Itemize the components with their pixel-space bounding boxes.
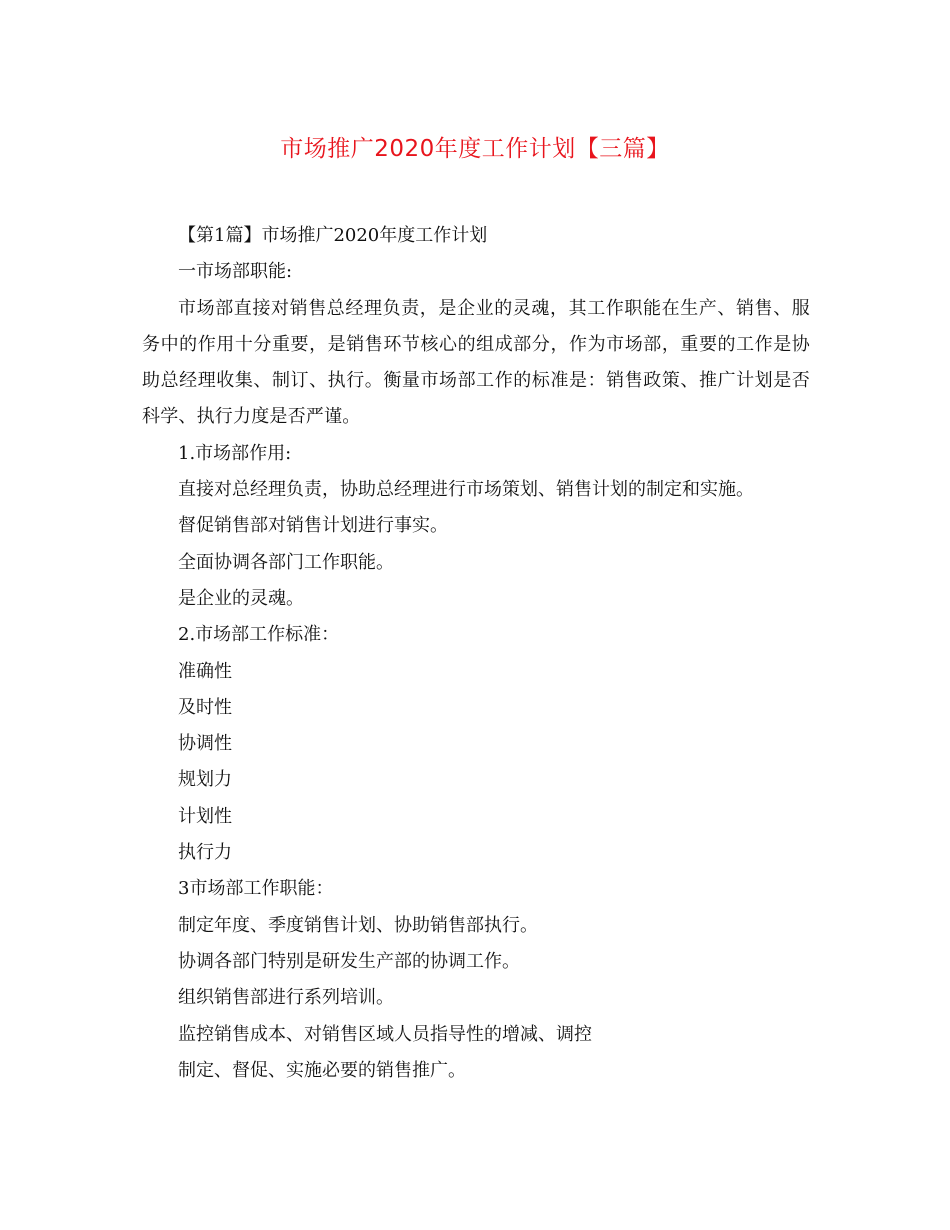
list-item: 执行力 — [178, 842, 232, 864]
list-item: 组织销售部进行系列培训。 — [178, 987, 394, 1009]
list-item: 督促销售部对销售计划进行事实。 — [178, 515, 448, 537]
document-title: 市场推广2020年度工作计划【三篇】 — [280, 136, 670, 162]
list-item: 协调性 — [178, 733, 232, 755]
list-item: 计划性 — [178, 805, 232, 827]
list-item: 监控销售成本、对销售区域人员指导性的增减、调控 — [178, 1023, 592, 1045]
heading-duties: 3市场部工作职能： — [178, 878, 334, 900]
list-item: 直接对总经理负责，协助总经理进行市场策划、销售计划的制定和实施。 — [178, 479, 754, 501]
heading-functions: 一市场部职能: — [178, 261, 293, 283]
list-item: 及时性 — [178, 696, 232, 718]
list-item: 制定、督促、实施必要的销售推广。 — [178, 1059, 466, 1081]
section-heading: 【第1篇】市场推广2020年度工作计划 — [178, 225, 488, 246]
list-item: 制定年度、季度销售计划、协助销售部执行。 — [178, 914, 538, 936]
paragraph-functions: 市场部直接对销售总经理负责，是企业的灵魂，其工作职能在生产、销售、服务中的作用十分重要，是销售环节核心的组成部分，作为市场部，重要的工作是协助总经理收集、制订、执行。衡量市场部工作的标准是：销售政策、推广计划是否科学、执行力度是否严谨。 — [142, 297, 810, 428]
list-item: 规划力 — [178, 769, 232, 791]
list-item: 准确性 — [178, 660, 232, 682]
list-item: 全面协调各部门工作职能。 — [178, 551, 394, 573]
heading-standards: 2.市场部工作标准： — [178, 624, 340, 646]
list-item: 是企业的灵魂。 — [178, 587, 304, 609]
list-item: 协调各部门特别是研发生产部的协调工作。 — [178, 950, 520, 972]
heading-role: 1.市场部作用: — [178, 442, 292, 464]
document-body — [142, 218, 810, 1089]
